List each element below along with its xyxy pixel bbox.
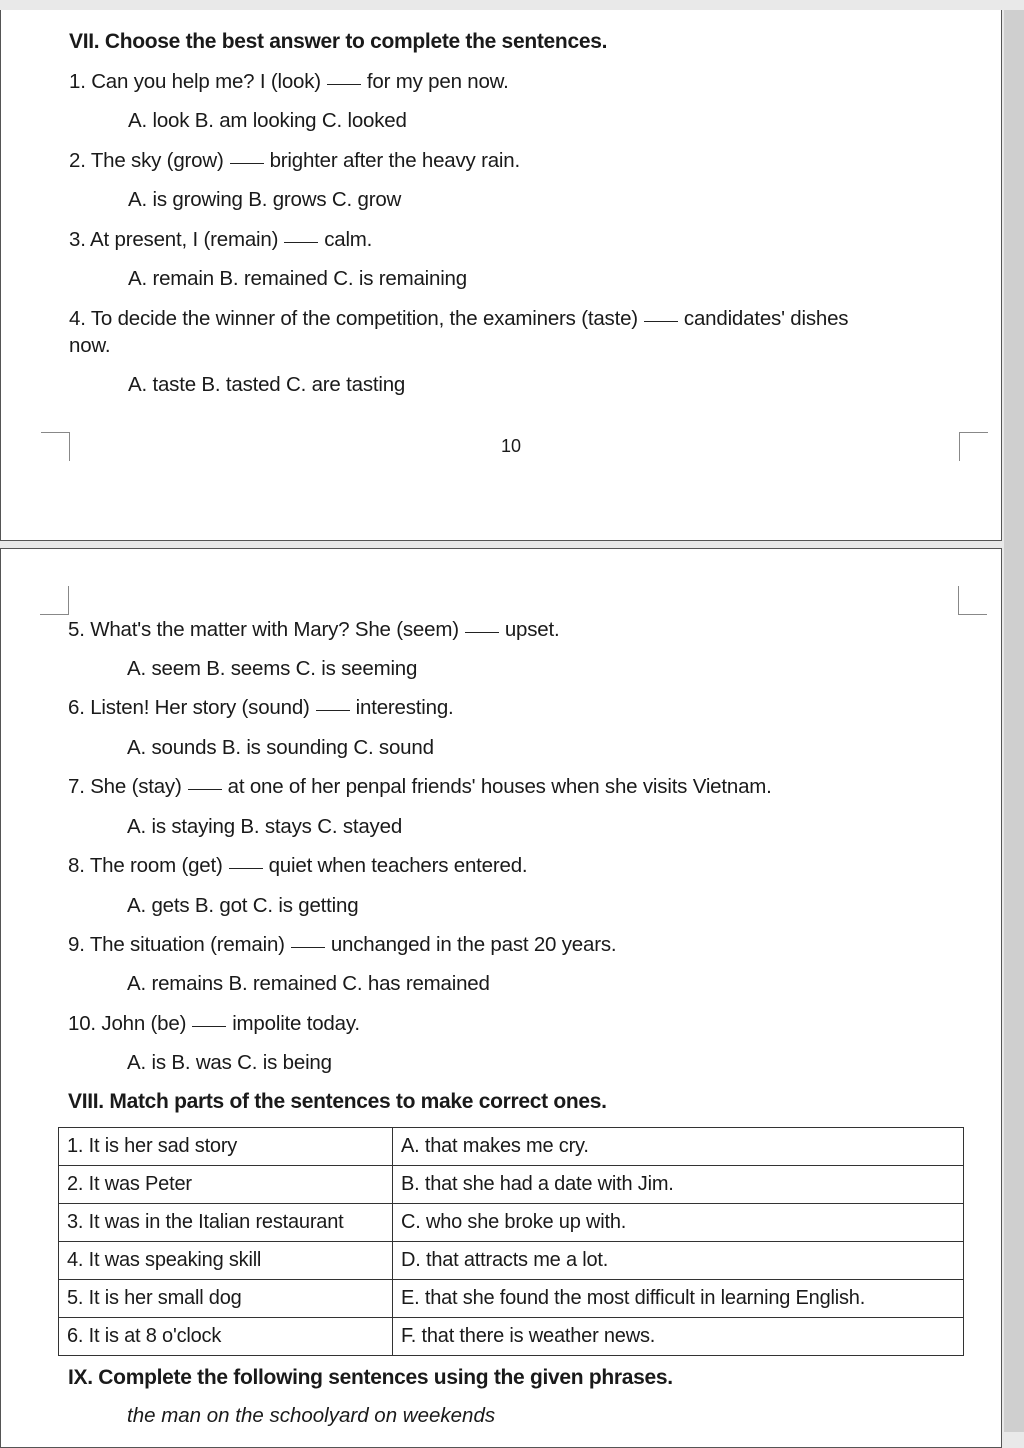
question-6: 6. Listen! Her story (sound) interesting. bbox=[68, 696, 454, 719]
question-5-options: A. seem B. seems C. is seeming bbox=[127, 657, 418, 680]
table-cell-left: 1. It is her sad story bbox=[59, 1128, 393, 1166]
question-4-options: A. taste B. tasted C. are tasting bbox=[128, 373, 406, 396]
question-4-continuation: now. bbox=[69, 334, 111, 357]
question-1: 1. Can you help me? I (look) for my pen now. bbox=[69, 70, 509, 93]
question-10-options: A. is B. was C. is being bbox=[127, 1051, 332, 1074]
margin-corner-mark bbox=[40, 586, 69, 615]
table-row bbox=[59, 1242, 964, 1280]
question-2-options: A. is growing B. grows C. grow bbox=[128, 188, 402, 211]
document-page-1 bbox=[0, 10, 1002, 541]
table-cell-left: 2. It was Peter bbox=[59, 1166, 393, 1204]
question-5: 5. What's the matter with Mary? She (seem) upset. bbox=[68, 618, 560, 641]
question-9: 9. The situation (remain) unchanged in the past 20 years. bbox=[68, 933, 617, 956]
table-cell-left: 5. It is her small dog bbox=[59, 1280, 393, 1318]
table-cell-left: 3. It was in the Italian restaurant bbox=[59, 1204, 393, 1242]
margin-corner-mark bbox=[41, 432, 70, 461]
table-cell-left: 4. It was speaking skill bbox=[59, 1242, 393, 1280]
margin-corner-mark bbox=[958, 586, 987, 615]
table-row bbox=[59, 1280, 964, 1318]
section-7-heading: VII. Choose the best answer to complete the sentences. bbox=[69, 30, 608, 53]
question-8-options: A. gets B. got C. is getting bbox=[127, 894, 359, 917]
table-cell-left: 6. It is at 8 o'clock bbox=[59, 1318, 393, 1356]
table-cell-right: F. that there is weather news. bbox=[393, 1318, 964, 1356]
given-phrases: the man on the schoolyard on weekends bbox=[127, 1404, 496, 1427]
question-10: 10. John (be) impolite today. bbox=[68, 1012, 360, 1035]
table-cell-right: B. that she had a date with Jim. bbox=[393, 1166, 964, 1204]
question-8: 8. The room (get) quiet when teachers entered. bbox=[68, 854, 528, 877]
question-7: 7. She (stay) at one of her penpal friends' houses when she visits Vietnam. bbox=[68, 775, 772, 798]
table-cell-right: D. that attracts me a lot. bbox=[393, 1242, 964, 1280]
table-cell-right: A. that makes me cry. bbox=[393, 1128, 964, 1166]
margin-corner-mark bbox=[959, 432, 988, 461]
question-3-options: A. remain B. remained C. is remaining bbox=[128, 267, 467, 290]
question-4: 4. To decide the winner of the competition, the examiners (taste) candidates' dishes bbox=[69, 307, 849, 330]
table-row bbox=[59, 1128, 964, 1166]
table-row bbox=[59, 1204, 964, 1242]
section-8-heading: VIII. Match parts of the sentences to make correct ones. bbox=[68, 1090, 607, 1113]
question-7-options: A. is staying B. stays C. stayed bbox=[127, 815, 403, 838]
question-6-options: A. sounds B. is sounding C. sound bbox=[127, 736, 434, 759]
table-row bbox=[59, 1166, 964, 1204]
question-2: 2. The sky (grow) brighter after the heavy rain. bbox=[69, 149, 520, 172]
table-row bbox=[59, 1318, 964, 1356]
page-number: 10 bbox=[501, 436, 522, 456]
table-cell-right: C. who she broke up with. bbox=[393, 1204, 964, 1242]
matching-table bbox=[58, 1127, 964, 1356]
question-1-options: A. look B. am looking C. looked bbox=[128, 109, 407, 132]
section-9-heading: IX. Complete the following sentences using the given phrases. bbox=[68, 1366, 673, 1389]
scrollbar[interactable] bbox=[1004, 10, 1024, 1432]
question-9-options: A. remains B. remained C. has remained bbox=[127, 972, 490, 995]
question-3: 3. At present, I (remain) calm. bbox=[69, 228, 373, 251]
table-cell-right: E. that she found the most difficult in learning English. bbox=[393, 1280, 964, 1318]
